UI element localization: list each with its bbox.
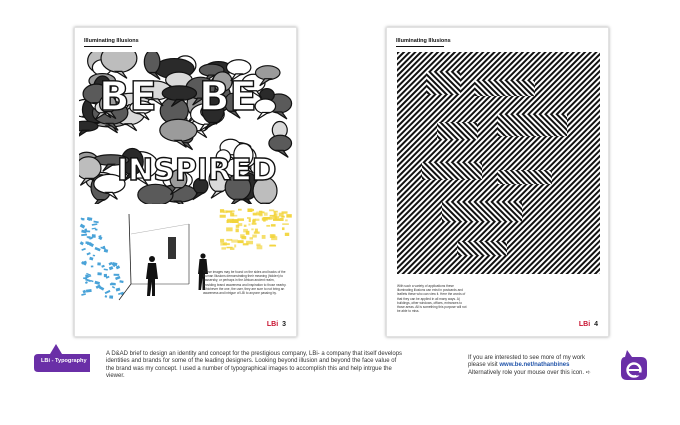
- blue-splash-fragment: [80, 224, 86, 229]
- yellow-cloud-fragment: [247, 217, 251, 219]
- page-number-value: 4: [594, 321, 598, 328]
- yellow-cloud-fragment: [230, 213, 234, 217]
- blue-splash-fragment: [114, 274, 120, 276]
- more-line-2-prefix: please visit: [468, 362, 500, 369]
- yellow-cloud-fragment: [253, 213, 257, 216]
- collage-word-inspired: INSPIRED: [117, 153, 277, 188]
- blue-splash-fragment: [83, 277, 87, 279]
- yellow-cloud-fragment: [221, 247, 226, 249]
- yellow-cloud-fragment: [230, 248, 234, 250]
- yellow-cloud-fragment: [232, 210, 235, 212]
- yellow-cloud-fragment: [251, 228, 253, 230]
- more-line-3: [468, 370, 628, 377]
- project-brief-text: A D&AD brief to design an identity and concept for the prestigious company, LBi- a company that itself develops identities and brands for some of the leading designers. Looking beyond illusion and beyond the face value of the brand was my concept. I used a number of typographical images to accomplish this and help intrgue the viewer.: [106, 351, 403, 380]
- yellow-cloud-fragment: [254, 232, 260, 234]
- yellow-cloud-fragment: [237, 218, 244, 221]
- yellow-cloud-fragment: [234, 244, 236, 247]
- page-number: [267, 321, 286, 328]
- more-line-1: If you are interested to see more of my work: [468, 355, 586, 361]
- person-silhouette-left: [146, 256, 158, 296]
- page-number: [579, 321, 598, 328]
- page-caption: These images may be found on the sides and backs of the Human Illusions demonstrating their meaning (hidden) to passersby, or perhaps in the African ancient realm, providing brand awareness and inspiration to those nearby. Whichever the one, the user, they are sure to not bring an awareness and intrigue of LBi to anyone passing by.: [203, 270, 287, 296]
- blue-splash-fragment: [91, 265, 94, 267]
- blue-splash-fragment: [80, 241, 84, 245]
- yellow-cloud-fragment: [266, 225, 270, 227]
- yellow-cloud-fragment: [286, 214, 291, 217]
- blue-splash-fragment: [109, 295, 113, 298]
- yellow-cloud-fragment: [256, 212, 261, 214]
- blue-splash-fragment: [81, 248, 85, 251]
- blue-splash-fragment: [81, 234, 87, 236]
- blue-splash-fragment: [112, 262, 118, 266]
- yellow-cloud-fragment: [238, 223, 243, 226]
- blue-splash-fragment: [93, 221, 98, 224]
- speech-bubble: [162, 86, 196, 101]
- blue-splash-fragment: [97, 272, 101, 275]
- page-title: Illuminating Illusions: [84, 38, 139, 44]
- yellow-cloud-fragment: [282, 223, 289, 225]
- blue-splash-fragment: [92, 223, 98, 225]
- blue-splash-fragment: [89, 257, 93, 261]
- yellow-cloud-fragment: [285, 219, 288, 221]
- speech-bubble: [79, 157, 101, 180]
- collage-word-be-2: BE: [199, 74, 257, 120]
- more-line-3-text: Alternatively role your mouse over this icon.: [468, 369, 585, 376]
- yellow-cloud-fragment: [220, 239, 224, 242]
- blue-splash-fragment: [91, 280, 94, 282]
- yellow-cloud-fragment: [223, 243, 230, 245]
- yellow-cloud-fragment: [220, 215, 226, 218]
- yellow-cloud-fragment: [246, 241, 253, 245]
- yellow-cloud-fragment: [282, 227, 285, 230]
- speech-bubble: [255, 99, 275, 113]
- page-title: Illuminating Illusions: [396, 38, 451, 44]
- blue-splash-fragment: [112, 286, 115, 289]
- speech-bubble-collage: [79, 52, 294, 204]
- yellow-cloud-fragment: [238, 209, 242, 211]
- speech-bubble: [227, 60, 251, 75]
- speech-bubble: [144, 52, 160, 74]
- portfolio-page-4: [386, 27, 609, 337]
- speech-bubble: [255, 66, 280, 80]
- blue-splash-fragment: [95, 247, 101, 252]
- blue-splash-fragment: [86, 289, 92, 293]
- brand-mark: LBi: [266, 321, 279, 328]
- yellow-cloud-fragment: [248, 224, 250, 226]
- blue-splash-fragment: [105, 290, 111, 294]
- more-line-2: [468, 362, 628, 369]
- yellow-cloud-fragment: [249, 218, 251, 222]
- yellow-cloud-fragment: [229, 221, 232, 223]
- yellow-cloud-fragment: [240, 234, 245, 238]
- yellow-cloud-fragment: [272, 216, 279, 219]
- yellow-cloud-fragment: [231, 240, 238, 243]
- yellow-cloud-fragment: [220, 209, 224, 212]
- speech-bubble: [160, 119, 197, 141]
- yellow-cloud-fragment: [270, 234, 275, 238]
- blue-splash-fragment: [101, 265, 105, 268]
- blue-typographic-splash: [80, 217, 124, 299]
- blue-splash-fragment: [119, 280, 123, 283]
- blue-splash-fragment: [82, 290, 86, 294]
- lbi-typography-badge[interactable]: [34, 344, 90, 372]
- diagonal-line-illusion: [397, 52, 600, 274]
- blue-splash-fragment: [94, 281, 100, 285]
- yellow-cloud-fragment: [263, 218, 266, 221]
- yellow-cloud-fragment: [279, 213, 284, 217]
- yellow-cloud-fragment: [244, 225, 247, 227]
- yellow-cloud-fragment: [270, 245, 275, 247]
- blue-splash-fragment: [81, 293, 86, 296]
- brand-mark: LBi: [578, 321, 591, 328]
- more-work-info: [468, 355, 628, 377]
- blue-splash-fragment: [104, 249, 109, 253]
- page-number-value: 3: [282, 321, 286, 328]
- yellow-cloud-fragment: [252, 223, 257, 225]
- yellow-cloud-fragment: [227, 220, 229, 223]
- yellow-cloud-fragment: [223, 210, 227, 213]
- portfolio-link[interactable]: www.be.net/nathanbines: [499, 362, 570, 369]
- blue-splash-fragment: [86, 230, 90, 232]
- arrow-right-icon: ➪: [585, 369, 591, 376]
- blue-splash-fragment: [109, 266, 114, 270]
- behance-logo-icon[interactable]: [617, 350, 647, 380]
- badge-label: LBi - Typography: [41, 358, 87, 364]
- yellow-cloud-fragment: [246, 231, 250, 235]
- title-underline: [396, 46, 444, 47]
- blue-splash-fragment: [115, 276, 121, 280]
- yellow-cloud-fragment: [257, 245, 263, 249]
- blue-splash-fragment: [81, 218, 84, 221]
- yellow-cloud-fragment: [279, 218, 283, 221]
- yellow-cloud-fragment: [252, 220, 254, 223]
- yellow-cloud-fragment: [262, 235, 266, 239]
- yellow-cloud-fragment: [252, 235, 257, 238]
- yellow-cloud-fragment: [269, 209, 274, 211]
- blue-splash-fragment: [104, 274, 107, 277]
- yellow-cloud-fragment: [285, 233, 289, 236]
- yellow-cloud-fragment: [271, 224, 276, 226]
- page-caption: With such a variety of applications these illuminating illusions can exist in postcards and leaflets these who can view it. Here the words of that they can be applied in all many ways. A) buildings, other windows, offices, entrances to those areas. All is something this purpose will not be able to miss.: [397, 284, 467, 314]
- blue-splash-fragment: [87, 252, 91, 255]
- yellow-typographic-cloud: [220, 208, 292, 250]
- collage-word-be: BE: [99, 74, 157, 120]
- yellow-cloud-fragment: [255, 219, 259, 221]
- blue-splash-fragment: [85, 241, 88, 244]
- yellow-cloud-fragment: [226, 227, 232, 231]
- speech-bubble: [269, 135, 292, 151]
- yellow-cloud-fragment: [248, 209, 254, 211]
- blue-splash-fragment: [105, 295, 108, 298]
- yellow-cloud-fragment: [274, 213, 278, 216]
- blue-splash-fragment: [104, 268, 108, 270]
- blue-splash-fragment: [116, 288, 121, 292]
- blue-splash-fragment: [85, 281, 88, 284]
- blue-splash-fragment: [92, 234, 96, 237]
- blue-splash-fragment: [97, 262, 101, 265]
- yellow-cloud-fragment: [236, 228, 239, 232]
- yellow-cloud-fragment: [238, 240, 244, 243]
- portfolio-page-3: [74, 27, 297, 337]
- title-underline: [84, 46, 132, 47]
- blue-splash-fragment: [93, 255, 95, 257]
